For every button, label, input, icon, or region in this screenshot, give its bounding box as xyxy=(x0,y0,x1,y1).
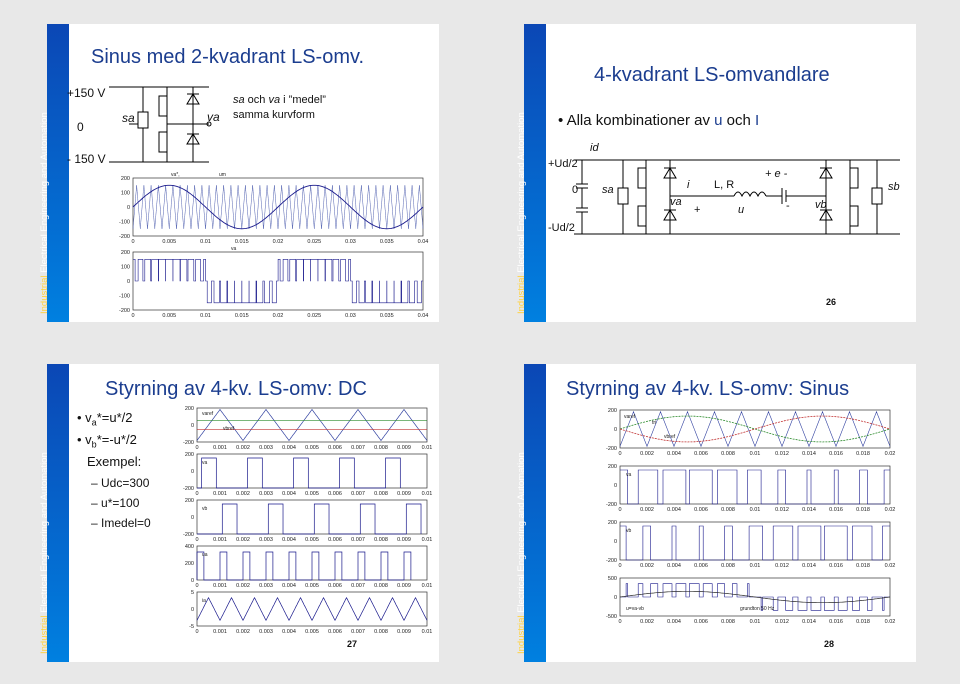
s3e-xtick: 0.009 xyxy=(397,629,411,635)
s3d-ytick: 0 xyxy=(190,578,194,584)
s3b-frame xyxy=(197,454,427,488)
s3b-ytick: 200 xyxy=(184,452,194,458)
s4c-xtick: 0.006 xyxy=(694,563,708,569)
brand-band: Industrial Electrical Engineering and Automation xyxy=(47,364,69,662)
s1p1-ytick: 0 xyxy=(126,205,130,211)
s4d-ytick: 0 xyxy=(613,595,617,601)
s3e-ytick: 0 xyxy=(190,607,194,613)
s3e-xtick: 0.008 xyxy=(374,629,388,635)
s3c-ytick: 0 xyxy=(190,515,194,521)
s3c-xtick: 0.002 xyxy=(236,537,250,543)
plot-dc-control xyxy=(167,404,437,640)
s4a-xtick: 0.018 xyxy=(856,451,870,457)
id-label: id xyxy=(590,142,599,154)
s4b-frame xyxy=(620,466,890,504)
s4b-ytick: 0 xyxy=(613,483,617,489)
sub-u: – u*=100 xyxy=(91,496,140,510)
s3a-xtick: 0.003 xyxy=(259,445,273,451)
s1p2-ytick: 100 xyxy=(120,264,130,271)
s1p2-xtick: 0.035 xyxy=(379,313,394,319)
s1p1-xtick: 0.01 xyxy=(200,239,211,245)
s3c-xtick: 0 xyxy=(195,537,199,543)
s1p1-ytick: -100 xyxy=(118,219,130,226)
s1p1-xtick: 0.005 xyxy=(162,239,177,245)
s4a-xtick: 0.008 xyxy=(721,451,735,457)
s3c-xtick: 0.008 xyxy=(374,537,388,543)
s3e-xtick: 0.01 xyxy=(421,629,433,635)
s3e-label: ia xyxy=(202,598,206,604)
s4a-xtick: 0.016 xyxy=(829,451,843,457)
s1p2-xtick: 0 xyxy=(131,313,135,319)
s3a-ytick: -200 xyxy=(182,440,194,446)
va-label: va xyxy=(207,110,220,124)
brand-band: Industrial Electrical Engineering and Automation xyxy=(47,24,69,322)
s4c-label: vb xyxy=(626,528,632,534)
s3c-label: vb xyxy=(202,506,208,512)
s4b-xtick: 0.018 xyxy=(856,507,870,513)
vb-label: vb xyxy=(815,199,827,211)
s3b-xtick: 0.006 xyxy=(328,491,342,497)
slide-1 xyxy=(39,24,439,322)
zero-label: 0 xyxy=(77,120,84,134)
plot1-label2: um xyxy=(219,172,226,178)
s3d-xtick: 0.002 xyxy=(236,583,250,589)
s4d-xtick: 0.014 xyxy=(802,619,816,625)
slide-title: Sinus med 2-kvadrant LS-omv. xyxy=(91,46,365,68)
slide-2 xyxy=(516,24,916,322)
s3d-xtick: 0.003 xyxy=(259,583,273,589)
s4d-xtick: 0.01 xyxy=(749,619,761,625)
s4d-label: u=va-vb xyxy=(626,606,644,612)
s4b-xtick: 0.006 xyxy=(694,507,708,513)
s4-label-vbref: vbref xyxy=(664,434,676,440)
s3a-xtick: 0.004 xyxy=(282,445,296,451)
s3c-xtick: 0.001 xyxy=(213,537,227,543)
s4a-ytick: 0 xyxy=(613,427,617,433)
s3d-xtick: 0.008 xyxy=(374,583,388,589)
s3d-wave xyxy=(197,552,411,580)
s3e-xtick: 0.002 xyxy=(236,629,250,635)
s3d-xtick: 0.004 xyxy=(282,583,296,589)
s4a-xtick: 0.01 xyxy=(749,451,761,457)
page-number: 26 xyxy=(826,297,837,307)
page-number: 28 xyxy=(824,639,835,649)
s3a-xtick: 0.007 xyxy=(351,445,365,451)
s3a-xtick: 0.01 xyxy=(421,445,433,451)
s4b-ytick: 200 xyxy=(607,464,617,470)
u-label: u xyxy=(738,204,745,216)
s3a-xtick: 0.001 xyxy=(213,445,227,451)
s3e-ytick: 5 xyxy=(190,590,194,596)
s3d-ytick: 400 xyxy=(184,544,194,550)
s3e-xtick: 0.003 xyxy=(259,629,273,635)
s3d-xtick: 0.01 xyxy=(421,583,433,589)
pos-label: +Ud/2 xyxy=(548,158,578,170)
sub-imedel: – Imedel=0 xyxy=(91,516,151,530)
sub-udc: – Udc=300 xyxy=(91,476,150,490)
s4d-ytick: -500 xyxy=(605,614,617,620)
bullet-vb: • $v_b*=-u*/2$ xyxy=(77,432,137,450)
sa-label: sa xyxy=(602,184,614,196)
s3e-xtick: 0 xyxy=(195,629,199,635)
s4b-xtick: 0.01 xyxy=(749,507,761,513)
s4-label-varef: varef xyxy=(624,414,636,420)
s3-tri xyxy=(197,410,427,441)
s4c-ytick: -200 xyxy=(605,558,617,564)
s3b-ytick: 0 xyxy=(190,469,194,475)
s4d-xtick: 0 xyxy=(618,619,622,625)
neg-label: -Ud/2 xyxy=(548,222,575,234)
zero-label: 0 xyxy=(572,184,579,196)
s1p2-xtick: 0.04 xyxy=(417,313,429,319)
s4c-xtick: 0.012 xyxy=(775,563,789,569)
s4b-ytick: -200 xyxy=(605,502,617,508)
bullet: • Alla kombinationer av u och I xyxy=(558,112,760,129)
s3b-xtick: 0.007 xyxy=(351,491,365,497)
s3a-ytick: 200 xyxy=(184,406,194,412)
s3a-xtick: 0.002 xyxy=(236,445,250,451)
s3a-xtick: 0.008 xyxy=(374,445,388,451)
sb-label: sb xyxy=(888,181,900,193)
s4b-xtick: 0.004 xyxy=(667,507,681,513)
e-label: + e - xyxy=(765,168,788,180)
page-number: 27 xyxy=(347,639,358,649)
s4b-xtick: 0.014 xyxy=(802,507,816,513)
slide-title: Styrning av 4-kv. LS-omv: Sinus xyxy=(566,378,850,400)
s3e-xtick: 0.001 xyxy=(213,629,227,635)
s4-vbref xyxy=(620,416,890,442)
plot2-label: va xyxy=(231,246,237,252)
s3a-xtick: 0.005 xyxy=(305,445,319,451)
s4d-xtick: 0.008 xyxy=(721,619,735,625)
s4d-xtick: 0.018 xyxy=(856,619,870,625)
s3b-ytick: -200 xyxy=(182,486,194,492)
s4c-frame xyxy=(620,522,890,560)
s1p1-ytick: -200 xyxy=(118,234,130,240)
s4c-xtick: 0.02 xyxy=(884,563,896,569)
s4b-xtick: 0.02 xyxy=(884,507,896,513)
s1p2-xtick: 0.02 xyxy=(272,313,284,319)
s4a-xtick: 0.02 xyxy=(884,451,896,457)
s4c-xtick: 0.002 xyxy=(640,563,654,569)
s3d-xtick: 0.007 xyxy=(351,583,365,589)
s4b-label: va xyxy=(626,472,632,478)
s3c-frame xyxy=(197,500,427,534)
plot-va xyxy=(111,248,433,320)
s3b-xtick: 0.005 xyxy=(305,491,319,497)
s3b-xtick: 0.002 xyxy=(236,491,250,497)
s3a-xtick: 0.006 xyxy=(328,445,342,451)
s4c-wave xyxy=(620,526,890,560)
s3d-xtick: 0.001 xyxy=(213,583,227,589)
s3a-xtick: 0 xyxy=(195,445,199,451)
s3b-xtick: 0.01 xyxy=(421,491,433,497)
s1p2-xtick: 0.005 xyxy=(162,313,177,319)
s4b-xtick: 0.008 xyxy=(721,507,735,513)
slide-title: 4-kvadrant LS-omvandlare xyxy=(594,64,830,86)
s3a-xtick: 0.009 xyxy=(397,445,411,451)
s1p1-xtick: 0.02 xyxy=(272,239,284,245)
s3d-xtick: 0 xyxy=(195,583,199,589)
plot-sinus-control xyxy=(582,404,914,640)
s3d-xtick: 0.009 xyxy=(397,583,411,589)
s4a-xtick: 0.002 xyxy=(640,451,654,457)
s4a-xtick: 0.006 xyxy=(694,451,708,457)
s3b-xtick: 0.004 xyxy=(282,491,296,497)
minus-label: - xyxy=(786,200,790,212)
s4c-xtick: 0 xyxy=(618,563,622,569)
s4c-xtick: 0.004 xyxy=(667,563,681,569)
bullet-example: Exempel: xyxy=(87,454,142,469)
s4c-xtick: 0.008 xyxy=(721,563,735,569)
s1p1-ytick: 100 xyxy=(120,190,130,197)
s3d-xtick: 0.006 xyxy=(328,583,342,589)
slide-title: Styrning av 4-kv. LS-omv: DC xyxy=(105,378,367,400)
s3b-xtick: 0.008 xyxy=(374,491,388,497)
s4c-xtick: 0.014 xyxy=(802,563,816,569)
s4d-xtick: 0.016 xyxy=(829,619,843,625)
s3c-xtick: 0.005 xyxy=(305,537,319,543)
s3c-xtick: 0.007 xyxy=(351,537,365,543)
s3c-xtick: 0.006 xyxy=(328,537,342,543)
s4d-ytick: 500 xyxy=(607,576,617,582)
plot1-label1: va*, xyxy=(171,172,180,178)
s4c-ytick: 200 xyxy=(607,520,617,526)
full-bridge-schematic xyxy=(574,150,900,238)
pos-voltage: +150 V xyxy=(67,86,106,100)
s3a-ytick: 0 xyxy=(190,423,194,429)
plot-va-ref xyxy=(111,174,433,246)
s4a-xtick: 0.014 xyxy=(802,451,816,457)
s4a-xtick: 0 xyxy=(618,451,622,457)
desc-line2: samma kurvform xyxy=(233,109,315,121)
s4a-xtick: 0.012 xyxy=(775,451,789,457)
s3e-xtick: 0.006 xyxy=(328,629,342,635)
s4b-xtick: 0.002 xyxy=(640,507,654,513)
s4d-xtick: 0.006 xyxy=(694,619,708,625)
s4b-wave xyxy=(620,470,890,504)
s4d-xtick: 0.012 xyxy=(775,619,789,625)
s3d-ytick: 200 xyxy=(184,561,194,567)
s1-pwm xyxy=(133,259,423,303)
s1p1-xtick: 0 xyxy=(131,239,135,245)
s4c-xtick: 0.016 xyxy=(829,563,843,569)
s3b-xtick: 0.003 xyxy=(259,491,273,497)
s3-label-varef: varef xyxy=(202,411,214,417)
s4b-xtick: 0.016 xyxy=(829,507,843,513)
s1-sine xyxy=(133,185,423,229)
s4-label-tri: tri xyxy=(652,420,657,426)
lr-label: L, R xyxy=(714,179,735,191)
va-label: va xyxy=(670,196,682,208)
s4a-ytick: 200 xyxy=(607,408,617,414)
s4c-xtick: 0.018 xyxy=(856,563,870,569)
s3e-ytick: -5 xyxy=(189,624,194,630)
half-bridge-schematic xyxy=(109,82,227,172)
s1p1-xtick: 0.035 xyxy=(379,239,394,245)
s3e-wave xyxy=(197,598,427,621)
s1p2-ytick: -200 xyxy=(118,308,130,314)
s1p2-xtick: 0.015 xyxy=(234,313,249,319)
s1p1-ytick: 200 xyxy=(120,176,130,182)
s3d-label: ua xyxy=(202,552,208,558)
s3e-xtick: 0.005 xyxy=(305,629,319,635)
s4d-label2: grundton 50 Hz xyxy=(740,606,775,612)
s1p2-ytick: -100 xyxy=(118,293,130,300)
slide-3 xyxy=(39,364,439,662)
neg-voltage: - 150 V xyxy=(67,152,106,166)
s4a-xtick: 0.004 xyxy=(667,451,681,457)
s1p2-ytick: 200 xyxy=(120,250,130,256)
s4d-xtick: 0.004 xyxy=(667,619,681,625)
s1p2-ytick: 0 xyxy=(126,279,130,285)
s1p1-xtick: 0.025 xyxy=(307,239,322,245)
s3c-xtick: 0.004 xyxy=(282,537,296,543)
s3e-xtick: 0.007 xyxy=(351,629,365,635)
brand-band: Industrial Electrical Engineering and Automation xyxy=(524,364,546,662)
desc-line1: sa och va i ”medel” xyxy=(233,94,326,106)
s4b-xtick: 0.012 xyxy=(775,507,789,513)
s3b-xtick: 0 xyxy=(195,491,199,497)
plus-label: + xyxy=(694,204,701,216)
s1p1-xtick: 0.03 xyxy=(345,239,356,245)
s3c-xtick: 0.009 xyxy=(397,537,411,543)
s4d-xtick: 0.002 xyxy=(640,619,654,625)
s1p1-xtick: 0.015 xyxy=(234,239,249,245)
s3b-xtick: 0.009 xyxy=(397,491,411,497)
s3c-ytick: 200 xyxy=(184,498,194,504)
s3-label-vbref: vbref xyxy=(223,426,235,432)
s1p1-xtick: 0.04 xyxy=(417,239,429,245)
s3c-xtick: 0.003 xyxy=(259,537,273,543)
sa-label: sa xyxy=(122,111,135,125)
s4c-xtick: 0.01 xyxy=(749,563,761,569)
s3b-label: va xyxy=(202,460,208,466)
s3b-xtick: 0.001 xyxy=(213,491,227,497)
slide-4 xyxy=(516,364,916,662)
s4a-ytick: -200 xyxy=(605,446,617,452)
i-label: i xyxy=(687,179,690,191)
s4c-ytick: 0 xyxy=(613,539,617,545)
s1p2-xtick: 0.025 xyxy=(307,313,322,319)
s1p2-xtick: 0.03 xyxy=(345,313,356,319)
s3c-xtick: 0.01 xyxy=(421,537,433,543)
s3b-wave xyxy=(197,458,400,488)
s4b-xtick: 0 xyxy=(618,507,622,513)
s3c-ytick: -200 xyxy=(182,532,194,538)
s1p2-xtick: 0.01 xyxy=(200,313,211,319)
s3d-xtick: 0.005 xyxy=(305,583,319,589)
s4d-xtick: 0.02 xyxy=(884,619,896,625)
s3e-xtick: 0.004 xyxy=(282,629,296,635)
bullet-va: • $v_a*=u*/2$ xyxy=(77,410,133,428)
brand-band: Industrial Electrical Engineering and Automation xyxy=(524,24,546,322)
s3c-wave xyxy=(197,504,421,534)
